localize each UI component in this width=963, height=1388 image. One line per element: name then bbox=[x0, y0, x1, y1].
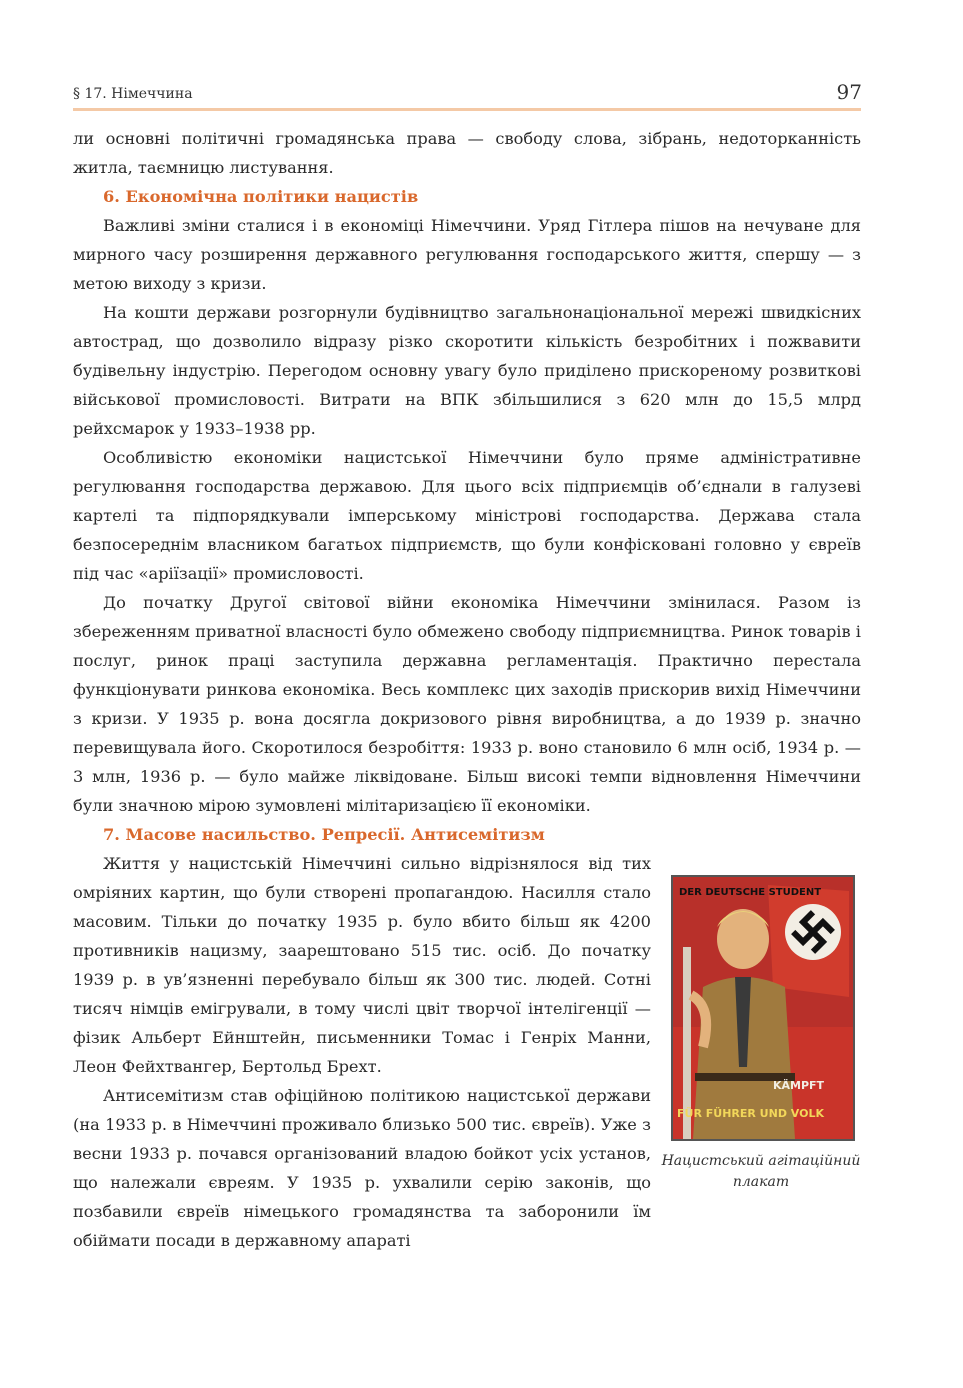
main-text bbox=[73, 124, 861, 1255]
figure-caption: Нацистський агітаційний плакат bbox=[661, 1153, 861, 1190]
paragraph: До початку Другої світової війни економіка Німеччини змінилася. Разом із збереженням приватної власності було обмежено свободу підприємництва. Ринок товарів і послуг, ринок праці заступила державна регламентація. Практично перестала функціонувати ринкова економіка. Весь комплекс цих заходів прискорив вихід Німеччини з кризи. У 1935 р. вона досягла докризового рівня виробництва, а до 1939 р. значно перевищувала його. Скоротилося безробіття: 1933 р. воно становило 6 млн осіб, 1934 р. — 3 млн, 1936 р. — було майже ліквідоване. Більш високі темпи відновлення Німеччини були значною мірою зумовлені мілітаризацією її економіки. bbox=[73, 593, 861, 815]
paragraph: Особливістю економіки нацистської Німеччини було пряме адміністративне регулювання господарства державою. Для цього всіх підприємців об’єднали в галузеві картелі та підпорядкували імперському міністрові господарства. Держава стала безпосереднім власником багатьох підприємств, що були конфісковані головно у євреїв під час «аріїзації» промисловості. bbox=[73, 448, 861, 583]
page-number: 97 bbox=[836, 80, 862, 104]
paragraph: Важливі зміни сталися і в економіці Німеччини. Уряд Гітлера пішов на нечуване для мирного часу розширення державного регулювання господарського життя, спершу — з метою виходу з кризи. bbox=[73, 216, 861, 293]
figure bbox=[661, 875, 861, 1225]
paragraph: Життя у нацистській Німеччині сильно відрізнялося від тих омріяних картин, що були створені пропагандою. Насилля стало масовим. Тільки до початку 1935 р. було вбито більш як 4200 противників нацизму, заарештовано 515 тис. осіб. До початку 1939 р. в ув’язненні перебувало більш як 300 тис. людей. Сотні тисяч німців емігрували, в тому числі цвіт творчої інтелігенції — фізик Альберт Ейнштейн, письменники Томас і Генріх Манни, Леон Фейхтвангер, Бертольд Брехт. bbox=[73, 854, 651, 1076]
propaganda-poster-image bbox=[671, 875, 855, 1141]
running-header: § 17. Німеччина bbox=[73, 86, 193, 102]
header-rule bbox=[73, 108, 861, 111]
poster-text-top: DER DEUTSCHE STUDENT bbox=[679, 887, 822, 898]
section-heading-7: 7. Масове насильство. Репресії. Антисемітизм bbox=[103, 825, 545, 844]
paragraph: Антисемітизм став офіційною політикою нацистської держави (на 1933 р. в Німеччині проживало близько 500 тис. євреїв). Уже з весни 1933 р. почався організований владою бойкот усіх установ, що належали євреям. У 1935 р. ухвалили серію законів, що позбавили євреїв німецького громадянства та заборонили їм обіймати посади в державному апараті bbox=[73, 1086, 651, 1250]
poster-text-mid: KÄMPFT bbox=[773, 1079, 825, 1092]
poster-text-bottom: FÜR FÜHRER UND VOLK bbox=[677, 1107, 824, 1120]
paragraph: ли основні політичні громадянська права — свободу слова, зібрань, недоторканність житла, таємницю листування. bbox=[73, 129, 861, 177]
section-heading-6: 6. Економічна політики нацистів bbox=[103, 187, 419, 206]
paragraph: На кошти держави розгорнули будівництво загальнонаціональної мережі швидкісних автострад, що дозволило відразу різко скоротити кількість безробітних і пожвавити будівельну індустрію. Перегодом основну увагу було приділено прискореному розвиткові військової промисловості. Витрати на ВПК збільшилися з 620 млн до 15,5 млрд рейхсмарок у 1933–1938 рр. bbox=[73, 303, 861, 438]
